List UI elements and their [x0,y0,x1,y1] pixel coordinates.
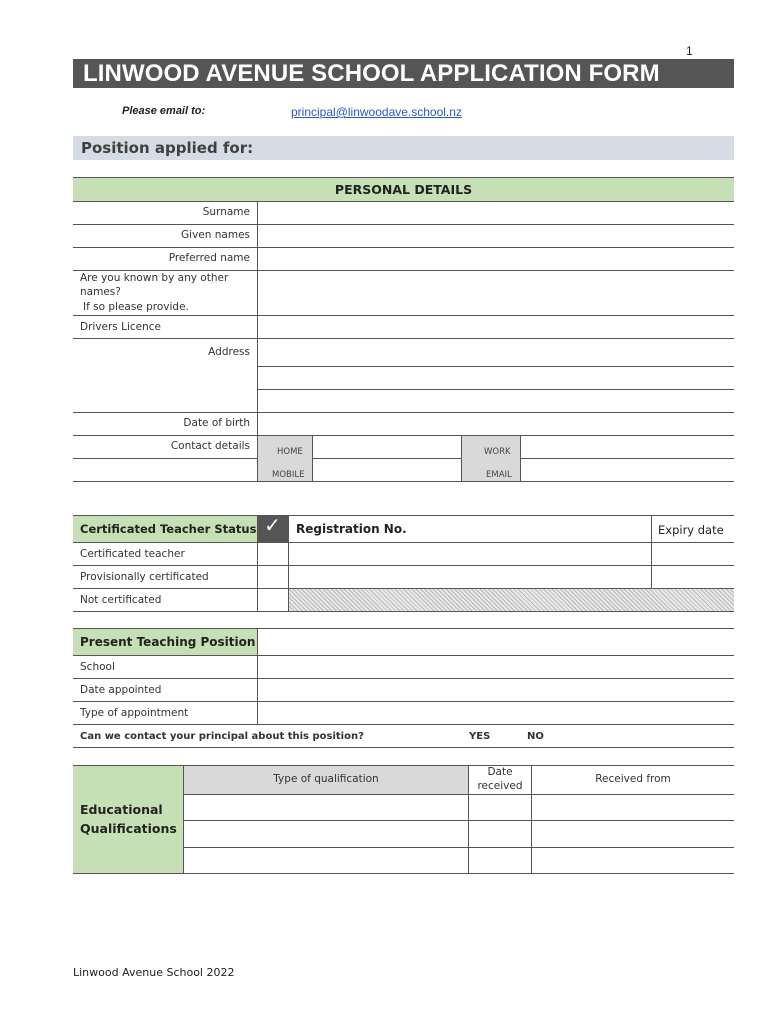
personal-details-header [73,177,734,201]
school-label: School [80,661,115,673]
cert-row-provisional: Provisionally certificated [80,571,209,583]
type-appointment-label: Type of appointment [80,707,189,719]
drivers-licence-field[interactable] [258,316,734,338]
present-position-header: Present Teaching Position [80,635,256,649]
received-from-header: Received from [595,773,671,785]
personal-details-title: PERSONAL DETAILS [334,182,473,197]
qualification-type-header: Type of qualification [273,773,379,785]
cert-row-certificated: Certificated teacher [80,548,185,560]
address-field[interactable] [258,339,734,412]
no-option[interactable]: NO [527,731,544,742]
surname-field[interactable] [258,202,734,224]
position-applied-field[interactable]: Position applied for: [73,136,734,160]
work-label: WORK [484,447,511,457]
home-phone-field[interactable] [313,436,461,458]
date-appointed-label: Date appointed [80,684,162,696]
edu-label-1: Educational [80,802,163,817]
date-received-field-3[interactable] [469,848,531,873]
expiry-header: Expiry date [658,523,724,537]
cert-row-not: Not certificated [80,594,162,606]
footer-text: Linwood Avenue School 2022 [73,966,235,979]
contact-details-label: Contact details [170,440,250,452]
page-number: 1 [686,44,693,58]
other-names-label-2: names? [80,286,121,298]
date-received-field-2[interactable] [469,821,531,847]
surname-label: Surname [202,206,250,218]
work-phone-field[interactable] [521,436,734,458]
preferred-name-label: Preferred name [168,252,250,264]
received-from-field-2[interactable] [532,821,734,847]
given-names-field[interactable] [258,225,734,247]
mobile-field[interactable] [313,459,461,481]
drivers-licence-label: Drivers Licence [80,321,162,333]
present-position-field[interactable] [258,629,734,655]
edu-label-2: Qualifications [80,821,177,836]
received-from-field-1[interactable] [532,795,734,820]
dob-label: Date of birth [183,417,250,429]
home-label: HOME [277,447,303,457]
registration-field-2[interactable] [289,566,651,588]
expiry-field-2[interactable] [652,566,734,588]
date-received-header-2: received [477,780,523,792]
yes-option[interactable]: YES [469,731,491,742]
other-names-label-3: If so please provide. [83,301,189,313]
check-icon: ✓ [264,513,281,537]
email-link[interactable]: principal@linwoodave.school.nz [291,105,462,119]
address-label: Address [208,346,250,358]
qualification-type-field-2[interactable] [184,821,468,847]
dob-field[interactable] [258,413,734,435]
email-label: Please email to: [122,105,206,117]
other-names-label-1: Are you known by any other [80,272,229,284]
mobile-label: MOBILE [272,470,305,480]
school-field[interactable] [258,656,734,678]
date-appointed-field[interactable] [258,679,734,701]
qualification-type-field-1[interactable] [184,795,468,820]
not-certificated-checkbox[interactable] [258,589,288,611]
registration-field-1[interactable] [289,543,651,565]
provisional-checkbox[interactable] [258,566,288,588]
type-appointment-field[interactable] [258,702,734,724]
preferred-name-field[interactable] [258,248,734,270]
certificated-checkbox[interactable] [258,543,288,565]
received-from-field-3[interactable] [532,848,734,873]
given-names-label: Given names [181,229,250,241]
expiry-field-1[interactable] [652,543,734,565]
contact-principal-question: Can we contact your principal about this position? [80,731,364,742]
date-received-field-1[interactable] [469,795,531,820]
email-label-small: EMAIL [486,470,512,480]
cert-status-header: Certificated Teacher Status [80,522,257,536]
registration-header: Registration No. [296,522,407,536]
qualification-type-field-3[interactable] [184,848,468,873]
date-received-header-1: Date [487,766,513,778]
form-title: LINWOOD AVENUE SCHOOL APPLICATION FORM [73,59,734,88]
email-field[interactable] [521,459,734,481]
other-names-field[interactable] [258,271,734,315]
